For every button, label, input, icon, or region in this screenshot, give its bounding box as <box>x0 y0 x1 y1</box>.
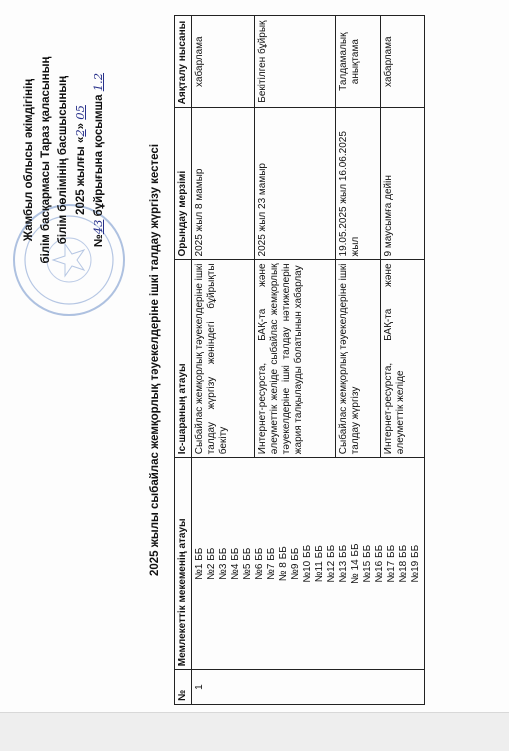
organization-item: №15 ББ <box>362 544 373 583</box>
action-cell: Сыбайлас жемқорлық тәуекелдеріне ішкі талдау жүргізу <box>336 260 380 458</box>
organization-item: №6 ББ <box>254 547 265 580</box>
completion-form-cell: Талдамалық анықтама <box>336 16 380 108</box>
organization-item: №18 ББ <box>398 544 409 583</box>
organization-item: №12 ББ <box>326 544 337 583</box>
organization-item: №5 ББ <box>242 547 253 580</box>
organization-item: №7 ББ <box>266 547 277 580</box>
action-cell: Сыбайлас жемқорлық тәуекелдеріне ішкі талдау жүргізу жөніндегі бұйрықты бекіту <box>192 260 255 458</box>
header-action: Іс-шараның атауы <box>175 260 192 458</box>
row-number: 1 <box>192 670 425 705</box>
header-line-5 <box>90 35 108 285</box>
header-line-3: білім бөлімінің басшысының <box>57 75 69 245</box>
action-cell: Интернет-ресурста, БАҚ-та және әлеуметтік желіде <box>380 260 424 458</box>
handwritten-order-number: 43 <box>91 219 105 235</box>
action-cell: Интернет-ресурста, БАҚ-та және әлеуметтік желіде сыбайлас жемқорлық тәуекелдеріне ішкі талдау нәтижелерін жария талқылауды болатынын хабарлау <box>254 260 335 458</box>
completion-form-cell: Бекітілген бұйрық <box>254 16 335 108</box>
organization-item: № 8 ББ <box>278 546 289 582</box>
completion-form-cell: хабарлама <box>192 16 255 108</box>
completion-form-cell: хабарлама <box>380 16 424 108</box>
organization-item: №19 ББ <box>410 544 421 583</box>
organization-item: №1 ББ <box>194 547 205 580</box>
header-line-4 <box>72 35 90 285</box>
organization-list <box>192 458 425 670</box>
header-date-mid: » <box>75 122 87 130</box>
organization-item: №2 ББ <box>206 547 217 580</box>
header-line-2: білім басқармасы Тараз қаласының <box>40 56 52 264</box>
schedule-table <box>174 15 425 705</box>
document-title: 2025 жылы сыбайлас жемқорлық тәуекелдеріне ішкі талдау жүргізу кестесі <box>149 143 161 577</box>
header-completion-form: Аяқталу нысаны <box>175 16 192 108</box>
organization-item: №4 ББ <box>230 547 241 580</box>
header-number: № <box>175 670 192 705</box>
order-suffix: бұйрығына қосымша <box>93 94 105 217</box>
organization-item: №13 ББ <box>338 544 349 583</box>
organization-item: №3 ББ <box>218 547 229 580</box>
deadline-cell: 19.05.2025 жыл 16.06.2025 жыл <box>336 108 380 260</box>
header-date-prefix: 2025 жылғы « <box>75 136 87 215</box>
header-line-1: Жамбыл облысы әкімдігінің <box>23 78 35 242</box>
deadline-cell: 2025 жыл 23 мамыр <box>254 108 335 260</box>
organization-item: №11 ББ <box>314 545 325 583</box>
header-deadline: Орындау мерзімі <box>175 108 192 260</box>
table-header-row <box>175 16 192 705</box>
approval-header <box>21 35 108 285</box>
organization-item: №9 ББ <box>290 547 301 580</box>
organization-item: № 14 ББ <box>350 543 361 584</box>
deadline-cell: 9 маусымға дейін <box>380 108 424 260</box>
organization-item: №17 ББ <box>386 544 397 583</box>
handwritten-note: 1.2 <box>91 72 105 92</box>
handwritten-month: 05 <box>73 105 87 120</box>
viewer-footer-strip <box>0 712 509 751</box>
organization-item: №10 ББ <box>302 544 313 583</box>
organization-item: №16 ББ <box>374 544 385 583</box>
order-number-prefix: № <box>93 234 105 248</box>
table-row <box>192 16 255 705</box>
header-organization: Мемлекеттік мекеменің атауы <box>175 458 192 670</box>
handwritten-day: 2 <box>73 129 87 137</box>
deadline-cell: 2025 жыл 8 мамыр <box>192 108 255 260</box>
rotated-document <box>7 15 502 705</box>
